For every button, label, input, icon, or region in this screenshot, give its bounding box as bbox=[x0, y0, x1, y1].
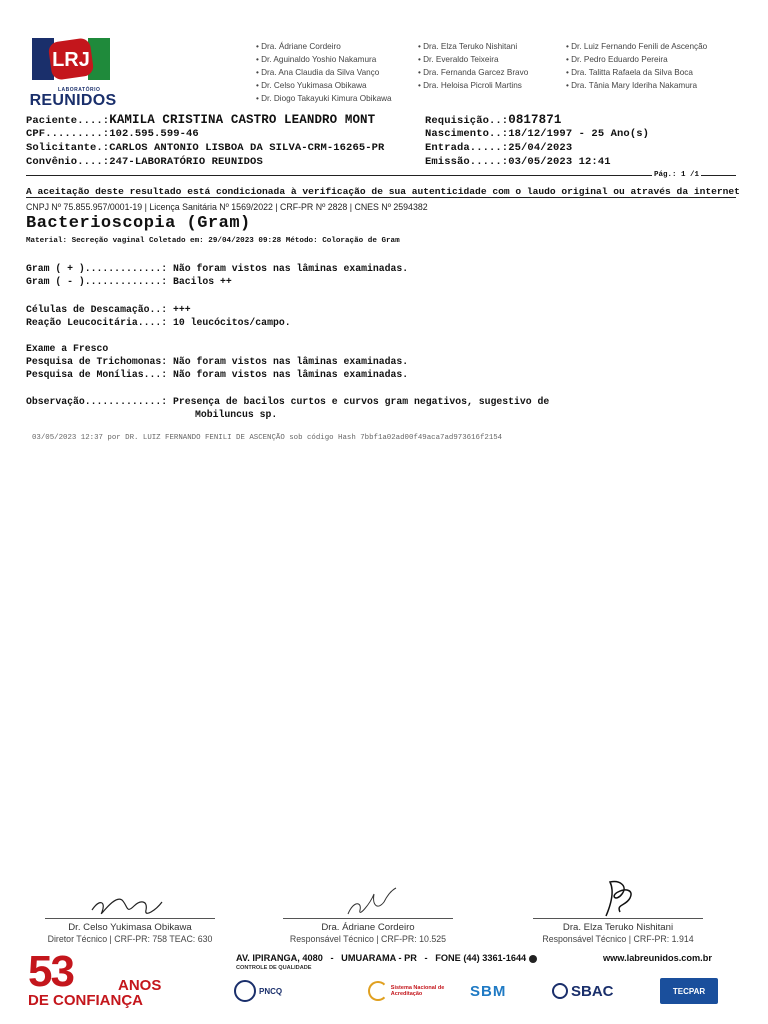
page-number: Pág.: 1 /1 bbox=[654, 171, 700, 179]
anniversary-anos: ANOS bbox=[118, 977, 162, 994]
sbm-text: SBM bbox=[470, 982, 507, 1000]
solicitante-value: CARLOS ANTONIO LISBOA DA SILVA-CRM-16265-PR bbox=[109, 142, 385, 154]
authenticity-notice: A aceitação deste resultado está condicionada à verificação de sua autenticidade com o laudo original ou através da internet bbox=[26, 186, 740, 197]
entrada-label: Entrada.....: bbox=[425, 142, 509, 154]
address-text: AV. IPIRANGA, 4080 - UMUARAMA - PR - FONE (44) 3361-1644 bbox=[236, 953, 527, 963]
doctor-name: • Dra. Ádriane Cordeiro bbox=[256, 42, 341, 51]
nascimento-label: Nascimento..: bbox=[425, 128, 509, 140]
doctor-name: • Dra. Tânia Mary Ideriha Nakamura bbox=[566, 80, 698, 90]
sbac-logo bbox=[552, 978, 632, 1004]
result-value: Mobiluncus sp. bbox=[195, 409, 278, 420]
section-heading bbox=[26, 343, 108, 356]
emissao-label: Emissão.....: bbox=[425, 156, 509, 168]
signer-role: Diretor Técnico | CRF-PR: 758 TEAC: 630 bbox=[47, 934, 213, 944]
doctor-name: • Dra. Ana Claudia da Silva Vanço bbox=[256, 67, 380, 77]
convenio-label: Convênio....: bbox=[26, 156, 110, 168]
signer-name: Dr. Celso Yukimasa Obikawa bbox=[68, 922, 192, 933]
logo-wordmark bbox=[28, 88, 118, 109]
logo-big-text: REUNIDOS bbox=[29, 92, 117, 109]
doctor-name: • Dra. Heloisa Picroli Martins bbox=[418, 80, 522, 90]
tecpar-logo bbox=[660, 978, 718, 1004]
paciente-value: KAMILA CRISTINA CASTRO LEANDRO MONT bbox=[109, 113, 376, 127]
doctor-name: • Dr. Luiz Fernando Fenili de Ascenção bbox=[566, 42, 708, 51]
tecpar-text: TECPAR bbox=[672, 986, 706, 996]
result-label: Gram ( + ).............: bbox=[26, 263, 168, 274]
whatsapp-icon bbox=[529, 955, 537, 963]
anniversary-badge bbox=[28, 947, 162, 1009]
doctor-name: • Dra. Elza Teruko Nishitani bbox=[418, 42, 518, 51]
sna-icon bbox=[368, 981, 388, 1001]
doctor-name: • Dra. Talitta Rafaela da Silva Boca bbox=[566, 67, 693, 77]
signer-role: Responsável Técnico | CRF-PR: 10.525 bbox=[289, 934, 447, 944]
signer-role: Responsável Técnico | CRF-PR: 1.914 bbox=[542, 934, 694, 944]
result-continuation bbox=[195, 409, 277, 422]
doctors-column-3 bbox=[566, 41, 707, 93]
cpf-label: CPF.........: bbox=[26, 128, 110, 140]
doctors-column-2 bbox=[418, 41, 528, 93]
result-row bbox=[26, 369, 408, 382]
sbac-icon bbox=[552, 983, 568, 999]
solicitante-row bbox=[26, 142, 384, 154]
requisicao-row bbox=[425, 113, 561, 127]
doctors-column-1 bbox=[256, 41, 392, 106]
result-label: Gram ( - ).............: bbox=[26, 276, 168, 287]
signature-block bbox=[268, 876, 468, 944]
signature-line bbox=[283, 918, 453, 919]
result-row bbox=[26, 356, 408, 369]
result-value: 10 leucócitos/campo. bbox=[173, 317, 291, 328]
notice-divider bbox=[26, 197, 736, 198]
doctor-name: • Dr. Everaldo Teixeira bbox=[418, 54, 499, 64]
signature-block bbox=[30, 876, 230, 944]
solicitante-label: Solicitante.: bbox=[26, 142, 110, 154]
exam-material: Material: Secreção vaginal Coletado em: 29/04/2023 09:28 Método: Coloração de Gram bbox=[26, 237, 400, 245]
exam-title: Bacterioscopia (Gram) bbox=[26, 214, 251, 233]
result-label: Pesquisa de Trichomonas: bbox=[26, 356, 168, 367]
anniversary-number: 53 bbox=[28, 947, 73, 996]
result-row bbox=[26, 276, 232, 289]
result-value: +++ bbox=[173, 304, 191, 315]
signature-line bbox=[533, 918, 703, 919]
entrada-row bbox=[425, 142, 572, 154]
convenio-value: 247-LABORATÓRIO REUNIDOS bbox=[109, 156, 263, 168]
pncq-logo bbox=[234, 978, 344, 1004]
nascimento-value: 18/12/1997 - 25 Ano(s) bbox=[508, 128, 650, 140]
result-row bbox=[26, 317, 291, 330]
result-value: Não foram vistos nas lâminas examinadas. bbox=[173, 356, 409, 367]
quality-control-label: CONTROLE DE QUALIDADE bbox=[236, 965, 312, 971]
anniversary-confianca: DE CONFIANÇA bbox=[28, 992, 143, 1009]
result-label: Reação Leucocitária....: bbox=[26, 317, 168, 328]
result-value: Não foram vistos nas lâminas examinadas. bbox=[173, 263, 409, 274]
nascimento-row bbox=[425, 128, 649, 140]
paciente-label: Paciente....: bbox=[26, 115, 110, 127]
convenio-row bbox=[26, 156, 263, 168]
sbac-text: SBAC bbox=[571, 982, 614, 1000]
sna-text: Sistema Nacional de Acreditação bbox=[390, 985, 445, 997]
signer-name: Dra. Ádriane Cordeiro bbox=[321, 922, 415, 933]
pncq-icon bbox=[234, 980, 256, 1002]
result-label: Observação.............: bbox=[26, 396, 168, 407]
result-label: Exame a Fresco bbox=[26, 343, 109, 354]
requisicao-value: 0817871 bbox=[508, 113, 562, 127]
signature-hash: 03/05/2023 12:37 por DR. LUIZ FERNANDO FENILI DE ASCENÇÃO sob código Hash 7bbf1a02ad00f49aca7ad973616f2154 bbox=[32, 434, 503, 442]
header-divider bbox=[26, 175, 736, 176]
result-value: Não foram vistos nas lâminas examinadas. bbox=[173, 369, 409, 380]
signer-name: Dra. Elza Teruko Nishitani bbox=[562, 922, 674, 933]
result-value: Presença de bacilos curtos e curvos gram negativos, sugestivo de bbox=[173, 396, 550, 407]
doctor-name: • Dr. Diogo Takayuki Kimura Obikawa bbox=[256, 93, 392, 103]
footer-address bbox=[236, 953, 537, 963]
cpf-row bbox=[26, 128, 199, 140]
requisicao-label: Requisição..: bbox=[425, 115, 509, 127]
doctor-name: • Dr. Celso Yukimasa Obikawa bbox=[256, 80, 367, 90]
doctor-name: • Dr. Pedro Eduardo Pereira bbox=[566, 54, 668, 64]
result-value: Bacilos ++ bbox=[173, 276, 232, 287]
result-label: Células de Descamação..: bbox=[26, 304, 168, 315]
signature-block bbox=[518, 876, 718, 944]
paciente-row bbox=[26, 113, 375, 127]
sbm-logo bbox=[470, 978, 524, 1004]
svg-text:LRJ: LRJ bbox=[52, 49, 90, 71]
logo-small-text: LABORATÓRIO bbox=[58, 87, 101, 93]
result-label: Pesquisa de Monílias...: bbox=[26, 369, 168, 380]
cnpj-line: CNPJ Nº 75.855.957/0001-19 | Licença Sanitária Nº 1569/2022 | CRF-PR Nº 2828 | CNES Nº 2594382 bbox=[26, 202, 428, 212]
result-row bbox=[26, 263, 408, 276]
result-row bbox=[26, 304, 191, 317]
doctor-name: • Dra. Fernanda Garcez Bravo bbox=[418, 67, 529, 77]
doctor-name: • Dr. Aguinaldo Yoshio Nakamura bbox=[256, 54, 377, 64]
sna-logo bbox=[368, 978, 452, 1004]
pncq-text: PNCQ bbox=[259, 986, 283, 996]
result-row bbox=[26, 396, 549, 409]
footer-website[interactable]: www.labreunidos.com.br bbox=[603, 953, 712, 963]
entrada-value: 25/04/2023 bbox=[508, 142, 573, 154]
signature-line bbox=[45, 918, 215, 919]
emissao-value: 03/05/2023 12:41 bbox=[508, 156, 611, 168]
emissao-row bbox=[425, 156, 611, 168]
cpf-value: 102.595.599-46 bbox=[109, 128, 199, 140]
